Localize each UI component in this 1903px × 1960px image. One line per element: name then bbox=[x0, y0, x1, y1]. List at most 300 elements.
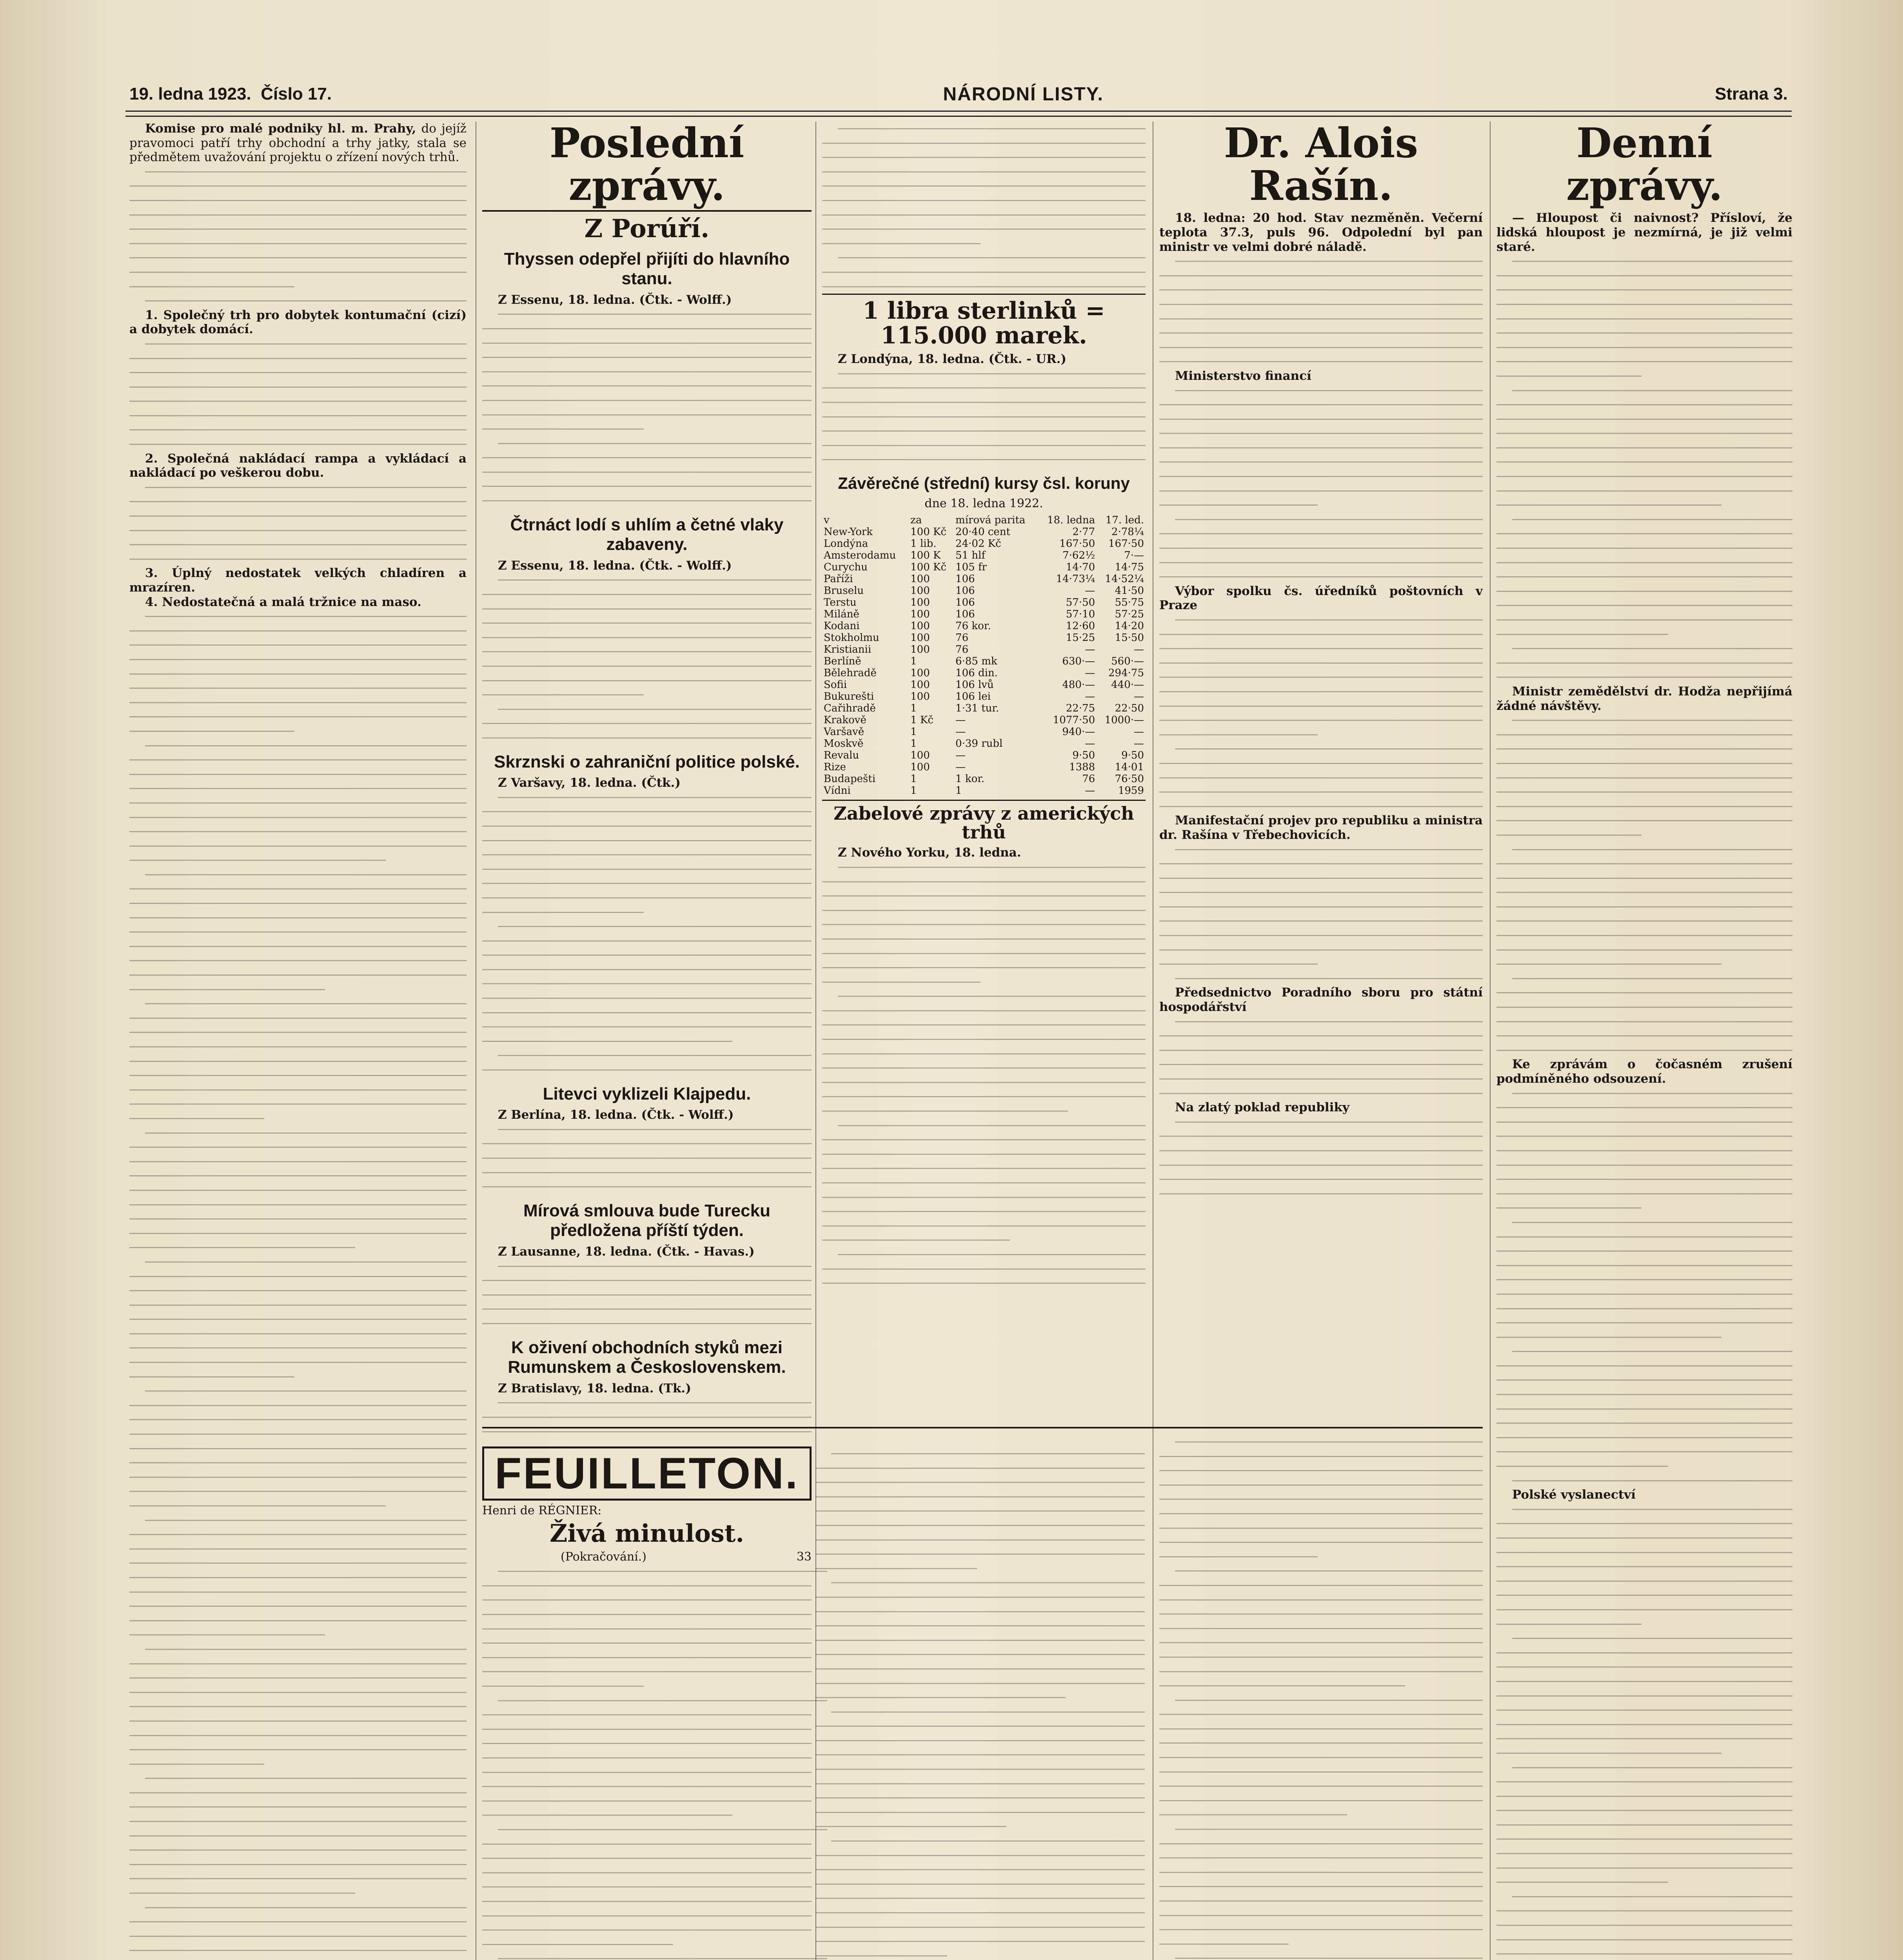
text-line bbox=[129, 1040, 467, 1054]
table-row bbox=[822, 655, 1146, 667]
table-row bbox=[822, 632, 1146, 644]
text-line bbox=[1512, 1086, 1792, 1101]
text-line bbox=[1175, 383, 1483, 398]
text-line bbox=[482, 630, 812, 645]
text-line bbox=[1159, 1043, 1483, 1058]
text-line bbox=[1496, 1230, 1792, 1244]
text-line bbox=[1159, 412, 1483, 426]
text-line bbox=[482, 644, 812, 659]
text-line bbox=[1496, 412, 1792, 426]
table-cell: Curychu bbox=[824, 561, 868, 573]
table-cell: 100 K bbox=[910, 549, 941, 561]
text-line bbox=[1159, 885, 1483, 900]
text-line bbox=[822, 1176, 1146, 1190]
paragraph-lede: Ministr zemědělství dr. Hodža nepřijímá žádné návštěvy. bbox=[1496, 684, 1792, 713]
table-cell: 57·25 bbox=[1115, 608, 1144, 620]
text-line bbox=[129, 208, 467, 222]
table-row bbox=[822, 526, 1146, 538]
text-line bbox=[129, 624, 467, 638]
text-line bbox=[1512, 1631, 1792, 1646]
text-line bbox=[1159, 283, 1483, 297]
text-line bbox=[1496, 1402, 1792, 1416]
table-cell: Stokholmu bbox=[824, 632, 879, 644]
text-line bbox=[129, 724, 294, 739]
text-line bbox=[1496, 1459, 1668, 1474]
text-line bbox=[482, 819, 812, 833]
table-cell: 1959 bbox=[1118, 784, 1144, 797]
text-line bbox=[129, 1742, 467, 1757]
table-cell: 106 bbox=[955, 584, 975, 597]
table-row bbox=[822, 644, 1146, 655]
text-line bbox=[129, 781, 467, 796]
text-line bbox=[498, 436, 812, 451]
text-line bbox=[1175, 1014, 1483, 1029]
text-line bbox=[815, 1906, 1145, 1920]
table-cell: 15·25 bbox=[1066, 632, 1095, 644]
text-line bbox=[498, 573, 812, 587]
text-line bbox=[1496, 943, 1792, 957]
table-row bbox=[822, 691, 1146, 702]
text-line bbox=[1175, 742, 1483, 756]
text-line bbox=[129, 1212, 467, 1226]
masthead-page: Strana 3. bbox=[1715, 84, 1788, 103]
text-line bbox=[498, 1048, 812, 1063]
text-line bbox=[815, 1633, 1145, 1648]
table-row bbox=[822, 667, 1146, 679]
text-line bbox=[129, 1011, 467, 1025]
text-line bbox=[1496, 1043, 1792, 1058]
text-line bbox=[145, 739, 467, 753]
text-line bbox=[815, 1777, 1145, 1791]
text-line bbox=[129, 394, 467, 408]
text-line bbox=[1496, 1617, 1642, 1632]
text-line bbox=[1496, 1272, 1792, 1287]
paragraph-lede: Předsednictvo Poradního sboru pro státní hospodářství bbox=[1159, 985, 1483, 1014]
text-line bbox=[482, 1316, 812, 1331]
text-line bbox=[1512, 1474, 1792, 1488]
text-line bbox=[822, 410, 1146, 424]
text-line bbox=[1496, 1803, 1792, 1818]
text-line bbox=[822, 452, 1146, 467]
text-line bbox=[1159, 1808, 1347, 1822]
table-cell: Kristianii bbox=[824, 643, 872, 655]
text-line bbox=[1159, 1143, 1483, 1158]
text-line bbox=[482, 1034, 732, 1049]
table-cell: 1 Kč bbox=[910, 714, 933, 726]
text-line bbox=[815, 1805, 1145, 1820]
text-line bbox=[1159, 656, 1483, 670]
text-line bbox=[822, 1190, 1146, 1205]
subheadline: Thyssen odepřel přijíti do hlavního stanu. bbox=[504, 249, 790, 289]
text-line bbox=[1496, 1674, 1792, 1689]
table-cell: 76·50 bbox=[1115, 773, 1144, 785]
text-line bbox=[482, 602, 812, 616]
text-line bbox=[822, 1104, 1068, 1118]
text-line bbox=[482, 494, 812, 508]
table-cell: Amsterodamu bbox=[824, 549, 896, 561]
text-line bbox=[1512, 713, 1792, 728]
table-row bbox=[822, 785, 1146, 797]
text-line bbox=[498, 1564, 827, 1579]
text-line bbox=[1496, 1861, 1792, 1875]
text-line bbox=[1496, 928, 1792, 943]
text-line bbox=[1159, 526, 1483, 541]
text-line bbox=[145, 165, 467, 179]
dateline: Z Berlína, 18. ledna. (Čtk. - Wolff.) bbox=[498, 1108, 734, 1122]
text-line bbox=[1496, 1947, 1792, 1960]
table-cell: 100 bbox=[910, 584, 930, 597]
text-line bbox=[815, 1819, 1006, 1834]
text-line bbox=[129, 1556, 467, 1570]
table-header-cell: 17. led. bbox=[1105, 514, 1144, 526]
text-line bbox=[482, 379, 812, 393]
headline: Litevci vyklizeli Klajpedu. bbox=[543, 1084, 751, 1103]
text-line bbox=[1159, 1894, 1483, 1908]
table-cell: 100 bbox=[910, 749, 930, 761]
text-line bbox=[498, 307, 812, 321]
text-line bbox=[129, 882, 467, 896]
text-line bbox=[482, 673, 812, 688]
text-line bbox=[1496, 1187, 1792, 1201]
text-line bbox=[1496, 1316, 1792, 1330]
exchange-rate-table bbox=[822, 514, 1146, 797]
text-line bbox=[482, 1636, 812, 1650]
text-line bbox=[822, 222, 1146, 236]
table-row bbox=[822, 679, 1146, 691]
text-line bbox=[822, 903, 1146, 918]
text-line bbox=[1175, 1115, 1483, 1129]
text-line bbox=[1496, 799, 1792, 814]
text-line bbox=[1159, 1158, 1483, 1172]
text-line bbox=[1496, 1746, 1721, 1760]
column-1 bbox=[129, 122, 467, 1960]
text-line bbox=[822, 1233, 1010, 1247]
text-line bbox=[1159, 1722, 1483, 1736]
text-line bbox=[129, 494, 467, 509]
text-line bbox=[1496, 627, 1668, 642]
text-line bbox=[822, 1047, 1146, 1061]
text-line bbox=[815, 1920, 1145, 1935]
text-line bbox=[838, 989, 1146, 1004]
text-line bbox=[1159, 354, 1483, 369]
text-line bbox=[1496, 1014, 1792, 1029]
text-line bbox=[1496, 1933, 1792, 1947]
text-line bbox=[1159, 1664, 1483, 1679]
text-line bbox=[145, 1513, 467, 1528]
headline: 1 libra sterlinků = 115.000 marek. bbox=[822, 294, 1146, 348]
text-line bbox=[482, 659, 812, 673]
table-cell: 1000·— bbox=[1104, 714, 1144, 726]
table-cell: — bbox=[1134, 643, 1144, 655]
text-line bbox=[129, 1083, 467, 1097]
dateline: Z Nového Yorku, 18. ledna. bbox=[838, 846, 1021, 860]
text-line bbox=[129, 1240, 355, 1255]
text-line bbox=[482, 1439, 812, 1443]
text-line bbox=[822, 1262, 1146, 1276]
text-line bbox=[1496, 312, 1792, 326]
text-line bbox=[1496, 914, 1792, 928]
text-line bbox=[1159, 1765, 1483, 1779]
table-header-cell: 18. ledna bbox=[1047, 514, 1095, 526]
table-cell: Cařihradě bbox=[824, 702, 876, 714]
text-line bbox=[1159, 670, 1483, 684]
text-line bbox=[129, 1499, 386, 1513]
text-line bbox=[831, 1705, 1145, 1719]
text-line bbox=[1496, 1875, 1668, 1889]
text-line bbox=[1159, 455, 1483, 469]
text-line bbox=[482, 1765, 812, 1780]
text-line bbox=[498, 702, 812, 717]
table-cell: 560·— bbox=[1111, 655, 1144, 667]
text-line bbox=[145, 609, 467, 624]
text-line bbox=[1159, 1463, 1483, 1478]
text-line bbox=[1496, 1301, 1792, 1316]
text-line bbox=[1159, 799, 1483, 814]
text-line bbox=[1496, 742, 1792, 756]
text-line bbox=[1159, 900, 1483, 914]
paragraph-lede: Ministerstvo financí bbox=[1175, 368, 1311, 383]
text-line bbox=[1496, 498, 1721, 512]
text-line bbox=[129, 380, 467, 394]
text-line bbox=[129, 1585, 467, 1599]
text-line bbox=[1496, 1832, 1792, 1846]
dateline: Z Bratislavy, 18. ledna. (Tk.) bbox=[498, 1381, 691, 1396]
table-cell: 57·10 bbox=[1066, 608, 1095, 620]
text-line bbox=[822, 960, 1146, 975]
table-cell: Varšavě bbox=[824, 726, 864, 738]
text-line bbox=[1159, 326, 1483, 340]
text-line bbox=[815, 1662, 1145, 1676]
text-line bbox=[1175, 971, 1483, 986]
table-cell: 294·75 bbox=[1108, 667, 1144, 679]
text-line bbox=[482, 336, 812, 350]
headline: Zabelové zprávy z amerických trhů bbox=[822, 800, 1146, 842]
text-line bbox=[482, 991, 812, 1005]
text-line bbox=[822, 946, 1146, 961]
text-line bbox=[129, 179, 467, 193]
table-cell: 106 lvů bbox=[955, 679, 994, 691]
text-line bbox=[1496, 1602, 1792, 1617]
text-line bbox=[1496, 541, 1792, 555]
table-cell: Revalu bbox=[824, 749, 859, 761]
paragraph-lede: Polské vyslanectví bbox=[1512, 1488, 1636, 1502]
text-line bbox=[1496, 1330, 1721, 1345]
text-line bbox=[129, 1154, 467, 1169]
table-row bbox=[822, 761, 1146, 773]
text-line bbox=[482, 1151, 812, 1165]
table-cell: Miláně bbox=[824, 608, 859, 620]
text-line bbox=[482, 1302, 812, 1316]
text-line bbox=[482, 479, 812, 494]
text-line bbox=[1496, 771, 1792, 785]
table-cell: — bbox=[1085, 784, 1095, 797]
table-cell: 15·50 bbox=[1115, 632, 1144, 644]
table-cell: 1 bbox=[910, 737, 917, 750]
text-line bbox=[129, 1298, 467, 1312]
text-line bbox=[1175, 1822, 1483, 1837]
text-line bbox=[129, 1943, 467, 1958]
text-line bbox=[498, 1693, 827, 1708]
text-line bbox=[1496, 957, 1721, 971]
masthead-title: NÁRODNÍ LISTY. bbox=[943, 83, 1104, 105]
text-line bbox=[482, 1751, 812, 1765]
article-text: do jejíž pravomoci patří trhy obchodní a trhy jatky, stala se předmětem uvažování projektu o zřízení nových trhů. bbox=[129, 122, 467, 165]
text-line bbox=[1159, 555, 1483, 570]
feuilleton-author: Henri de RÉGNIER: bbox=[482, 1504, 602, 1517]
text-line bbox=[1496, 656, 1792, 670]
text-line bbox=[1159, 1937, 1289, 1951]
dateline: Z Essenu, 18. ledna. (Čtk. - Wolff.) bbox=[498, 292, 732, 307]
text-line bbox=[482, 1622, 812, 1636]
text-line bbox=[815, 1590, 1145, 1604]
table-cell: 1 kor. bbox=[955, 773, 985, 785]
text-line bbox=[482, 1288, 812, 1302]
text-line bbox=[1496, 1387, 1792, 1402]
text-line bbox=[822, 1089, 1146, 1104]
section-divider bbox=[482, 1427, 1483, 1428]
table-cell: Bukurešti bbox=[824, 690, 874, 702]
feuilleton-section bbox=[482, 1446, 1145, 1960]
text-line bbox=[129, 1599, 467, 1613]
text-line bbox=[129, 1786, 467, 1800]
text-line bbox=[815, 1862, 1145, 1877]
table-cell: 51 hlf bbox=[955, 549, 986, 561]
headline: Mírová smlouva bude Turecku předložena příští týden. bbox=[523, 1201, 770, 1240]
table-cell: Terstu bbox=[824, 596, 857, 608]
text-line bbox=[1496, 555, 1792, 570]
text-line bbox=[129, 1269, 467, 1284]
text-line bbox=[822, 438, 1146, 453]
text-line bbox=[1496, 871, 1792, 886]
column-5 bbox=[1496, 122, 1792, 1960]
text-line bbox=[1159, 1736, 1483, 1750]
text-line bbox=[1159, 1172, 1483, 1187]
text-line bbox=[1496, 1172, 1792, 1187]
text-line bbox=[1159, 1879, 1483, 1894]
text-line bbox=[482, 350, 812, 365]
text-line bbox=[815, 1647, 1145, 1662]
text-line bbox=[822, 193, 1146, 208]
text-line bbox=[482, 1866, 812, 1880]
text-line bbox=[1496, 1717, 1792, 1732]
text-line bbox=[822, 1132, 1146, 1147]
table-header-cell: v bbox=[824, 514, 830, 526]
text-line bbox=[1159, 641, 1483, 656]
text-line bbox=[129, 1140, 467, 1154]
table-header-cell: za bbox=[910, 514, 922, 526]
headline: Skrznski o zahraniční politice polské. bbox=[494, 752, 800, 771]
list-item: 4. Nedostatečná a malá tržnice na maso. bbox=[145, 595, 421, 609]
text-line bbox=[129, 1843, 467, 1857]
text-line bbox=[129, 236, 467, 251]
text-line bbox=[1496, 670, 1792, 684]
text-line bbox=[1496, 1818, 1792, 1832]
masthead-date: 19. ledna 1923. Číslo 17. bbox=[129, 84, 332, 103]
feuilleton-number: 33 bbox=[796, 1550, 812, 1564]
text-line bbox=[482, 1579, 812, 1593]
column-4 bbox=[1159, 122, 1483, 1443]
text-line bbox=[129, 408, 467, 423]
text-line bbox=[822, 1147, 1146, 1161]
text-line bbox=[482, 1607, 812, 1622]
text-line bbox=[129, 1111, 264, 1126]
table-row bbox=[822, 620, 1146, 632]
text-line bbox=[129, 824, 467, 839]
text-line bbox=[482, 408, 812, 422]
table-row bbox=[822, 750, 1146, 761]
table-cell: 440·— bbox=[1111, 679, 1144, 691]
text-line bbox=[1175, 1693, 1483, 1708]
text-line bbox=[129, 1527, 467, 1542]
table-cell: 14·75 bbox=[1115, 561, 1144, 573]
text-line bbox=[129, 537, 467, 552]
table-cell: 100 bbox=[910, 632, 930, 644]
table-cell: 1077·50 bbox=[1053, 714, 1095, 726]
text-line bbox=[145, 337, 467, 351]
text-line bbox=[129, 1915, 467, 1929]
text-line bbox=[482, 321, 812, 336]
section-title: Poslední zprávy. bbox=[482, 122, 812, 212]
text-line bbox=[822, 1018, 1146, 1032]
text-line bbox=[482, 731, 812, 745]
text-line bbox=[129, 839, 467, 853]
text-line bbox=[482, 1273, 812, 1288]
table-cell: 76 bbox=[1082, 773, 1095, 785]
text-line bbox=[482, 1923, 812, 1937]
headline: Závěrečné (střední) kursy čsl. koruny bbox=[838, 474, 1130, 492]
text-line bbox=[129, 1613, 467, 1628]
text-line bbox=[129, 1441, 467, 1456]
headline: Z Porúří. bbox=[584, 214, 710, 244]
text-line bbox=[129, 953, 467, 968]
text-line bbox=[1496, 354, 1792, 369]
text-line bbox=[815, 1733, 1145, 1748]
table-cell: 14·01 bbox=[1115, 761, 1144, 773]
table-cell: — bbox=[1085, 584, 1095, 597]
text-line bbox=[482, 1794, 812, 1808]
text-line bbox=[822, 975, 981, 989]
text-line bbox=[482, 905, 644, 920]
text-line bbox=[1496, 1258, 1792, 1273]
column-2 bbox=[482, 122, 812, 1443]
table-cell: 1 bbox=[910, 726, 917, 738]
column-4-lower bbox=[1159, 1435, 1483, 1960]
feuilleton-note: (Pokračování.) bbox=[561, 1550, 646, 1564]
table-cell: 55·75 bbox=[1115, 596, 1144, 608]
text-line bbox=[1159, 684, 1483, 699]
table-cell: 100 bbox=[910, 643, 930, 655]
feuilleton-right bbox=[815, 1446, 1145, 1960]
text-line bbox=[815, 1848, 1145, 1863]
text-line bbox=[1159, 771, 1483, 785]
table-cell: 2·78¼ bbox=[1111, 526, 1144, 538]
text-line bbox=[815, 1619, 1145, 1633]
text-line bbox=[822, 889, 1146, 903]
table-cell: Sofii bbox=[824, 679, 847, 691]
text-line bbox=[1496, 1430, 1792, 1445]
paragraph-lede: Na zlatý poklad republiky bbox=[1175, 1100, 1349, 1115]
text-line bbox=[482, 1909, 812, 1923]
table-cell: 14·73¼ bbox=[1056, 573, 1095, 585]
text-line bbox=[482, 976, 812, 991]
table-cell: 100 bbox=[910, 679, 930, 691]
text-line bbox=[1496, 1287, 1792, 1301]
text-line bbox=[129, 250, 467, 265]
text-line bbox=[482, 393, 812, 408]
text-line bbox=[482, 876, 812, 891]
table-cell: 100 bbox=[910, 761, 930, 773]
text-line bbox=[482, 1880, 812, 1894]
